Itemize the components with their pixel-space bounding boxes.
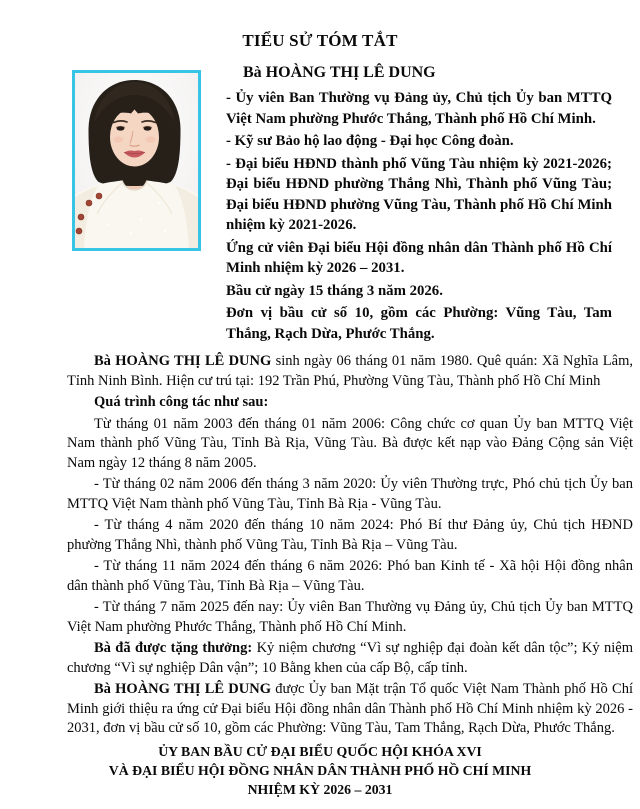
career-item: - Từ tháng 02 năm 2006 đến tháng 3 năm 2020: Ủy viên Thường trực, Phó chủ tịch Ủy ban MTTQ Việt Nam thành phố Vũng Tàu, Tỉnh Bà Rịa - Vũng Tàu. <box>67 476 633 512</box>
footer-line: NHIỆM KỲ 2026 – 2031 <box>247 782 393 797</box>
nomination-text: được Ủy ban Mặt trận Tổ quốc Việt Nam Thành phố Hồ Chí Minh giới thiệu ra ứng cử Đại biểu Hội đồng nhân dân Thành phố Hồ Chí Minh nhiệm kỳ 2026 - 2031, đơn vị bầu cử số 10, gồm các Phường: Vũng Tàu, Tam Thắng, Rạch Dừa, Phước Thắng. <box>67 681 633 736</box>
bio-intro-text: sinh ngày 06 tháng 01 năm 1980. Quê quán: Xã Nghĩa Lâm, Tỉnh Ninh Bình. Hiện cư trú tại: 192 Trần Phú, Phường Vũng Tàu, Thành phố Hồ Chí Minh <box>67 353 633 389</box>
biography-body <box>67 352 633 741</box>
nomination-paragraph <box>67 680 633 739</box>
career-item: - Từ tháng 4 năm 2020 đến tháng 10 năm 2024: Phó Bí thư Đảng ủy, Chủ tịch HĐND phường Thắng Nhì, thành phố Vũng Tàu, Tỉnh Bà Rịa – Vũng Tàu. <box>67 517 633 553</box>
summary-item: - Đại biểu HĐND thành phố Vũng Tàu nhiệm kỳ 2021-2026; Đại biểu HĐND phường Thắng Nhì, Thành phố Vũng Tàu; Đại biểu HĐND phường Vũng Tàu, Thành phố Hồ Chí Minh nhiệm kỳ 2021-2026. <box>226 155 612 233</box>
career-item: - Từ tháng 7 năm 2025 đến nay: Ủy viên Ban Thường vụ Đảng ủy, Chủ tịch Ủy ban MTTQ Việt Nam phường Phước Thắng, Thành phố Hồ Chí Minh. <box>67 599 633 635</box>
awards-label: Bà đã được tặng thưởng: <box>94 640 253 656</box>
summary-item: Ứng cử viên Đại biểu Hội đồng nhân dân Thành phố Hồ Chí Minh nhiệm kỳ 2026 – 2031. <box>226 239 612 276</box>
footer-line: ỦY BAN BẦU CỬ ĐẠI BIỂU QUỐC HỘI KHÓA XVI <box>158 744 482 759</box>
summary-item: Bầu cử ngày 15 tháng 3 năm 2026. <box>226 282 443 299</box>
bio-intro-name: Bà HOÀNG THỊ LÊ DUNG <box>94 353 272 369</box>
bio-intro <box>67 352 633 391</box>
summary-item: - Kỹ sư Bảo hộ lao động - Đại học Công đoàn. <box>226 133 514 149</box>
candidate-name: Bà HOÀNG THỊ LÊ DUNG <box>243 64 436 81</box>
awards-paragraph <box>67 639 633 678</box>
summary-item: Đơn vị bầu cử số 10, gồm các Phường: Vũng Tàu, Tam Thắng, Rạch Dừa, Phước Thắng. <box>226 305 612 342</box>
awards-text: Kỷ niệm chương “Vì sự nghiệp đại đoàn kết dân tộc”; Kỷ niệm chương “Vì sự nghiệp Dân vận”; 10 Bằng khen của cấp Bộ, cấp tỉnh. <box>67 640 634 676</box>
career-item: - Từ tháng 11 năm 2024 đến tháng 6 năm 2026: Phó ban Kinh tế - Xã hội Hội đồng nhân dân thành phố Vũng Tàu, Tỉnh Bà Rịa – Vũng Tàu. <box>67 558 633 594</box>
summary-item: - Ủy viên Ban Thường vụ Đảng ủy, Chủ tịch Ủy ban MTTQ Việt Nam phường Phước Thắng, Thành phố Hồ Chí Minh. <box>226 90 612 127</box>
candidate-photo <box>72 70 201 251</box>
portrait-photo <box>75 73 198 248</box>
footer-line: VÀ ĐẠI BIỂU HỘI ĐỒNG NHÂN DÂN THÀNH PHỐ HỒ CHÍ MINH <box>108 763 532 778</box>
summary-list <box>226 88 612 346</box>
career-item: Từ tháng 01 năm 2003 đến tháng 01 năm 2006: Công chức cơ quan Ủy ban MTTQ Việt Nam thành phố Vũng Tàu, Tỉnh Bà Rịa, Vũng Tàu. Bà được kết nạp vào Đảng Cộng sản Việt Nam ngày 12 tháng 8 năm 2005. <box>67 415 633 471</box>
career-heading: Quá trình công tác như sau: <box>94 394 269 410</box>
nomination-name: Bà HOÀNG THỊ LÊ DUNG <box>94 681 271 697</box>
page-title: TIỂU SỬ TÓM TẮT <box>242 31 398 50</box>
election-committee-footer <box>0 742 640 799</box>
